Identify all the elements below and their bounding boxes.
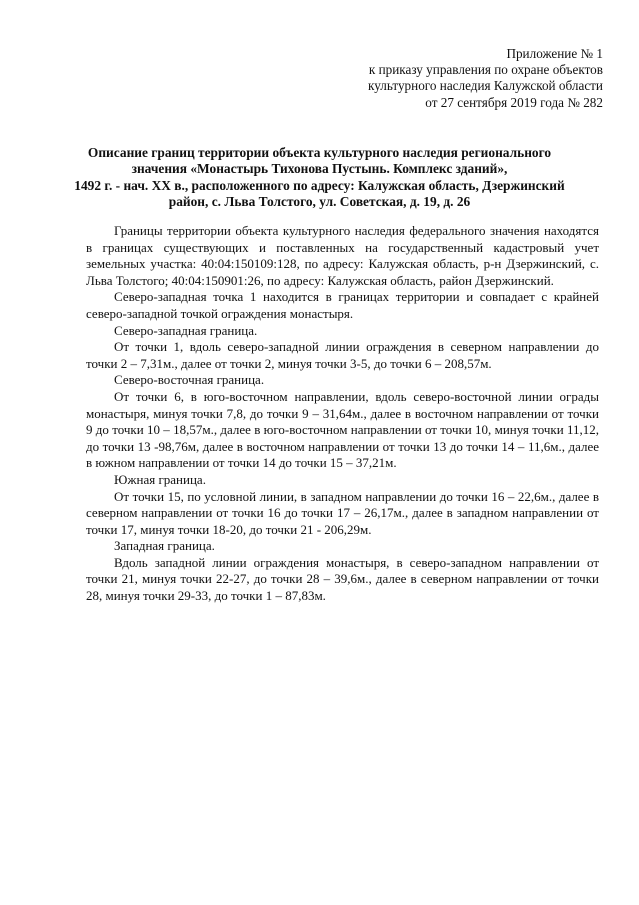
title-line-1: Описание границ территории объекта культурного наследия регионального xyxy=(87,145,552,160)
title-line-4: район, с. Льва Толстого, ул. Советская, д. 19, д. 26 xyxy=(168,194,471,210)
title-line-3: 1492 г. - нач. XX в., расположенного по адресу: Калужская область, Дзержинский xyxy=(74,177,565,193)
paragraph-south-border: От точки 15, по условной линии, в западном направлении до точки 16 – 22,6м., далее в северном направлении от точки 16 до точки 17 – 26,17м., далее в западном направлении от точки 17, минуя точки 18-20, до точки 21 - 206,29м. xyxy=(86,488,599,537)
paragraph-intro: Границы территории объекта культурного наследия федерального значения находятся в границах существующих и поставленных на государственный кадастровый учет земельных участка: 40:04:150109:128, по адресу: Калужская область, р-н Дзержинский, с. Льва Толстого; 40:04:150901:26, по адресу: Калужская область, район Дзержинский. xyxy=(86,223,599,288)
document-title xyxy=(36,145,603,211)
appendix-line-3: культурного наследия Калужской области xyxy=(368,78,603,94)
heading-south-border: Южная граница. xyxy=(114,471,206,487)
paragraph-west-border: Вдоль западной линии ограждения монастыря, в северо-западном направлении от точки 21, минуя точки 22-27, до точки 28 – 39,6м., далее в северном направлении от точки 28, минуя точки 29-33, до точки 1 – 87,83м. xyxy=(86,554,599,604)
appendix-header xyxy=(368,46,603,111)
appendix-line-1: Приложение № 1 xyxy=(506,46,603,61)
paragraph-nw-point: Северо-западная точка 1 находится в границах территории и совпадает с крайней северо-западной точкой ограждения монастыря. xyxy=(86,289,599,321)
appendix-line-2: к приказу управления по охране объектов xyxy=(368,62,603,78)
heading-west-border: Западная граница. xyxy=(114,538,215,554)
appendix-line-4: от 27 сентября 2019 года № 282 xyxy=(425,94,603,110)
paragraph-ne-border: От точки 6, в юго-восточном направлении, вдоль северо-восточной линии ограды монастыря, минуя точки 7,8, до точки 9 – 31,64м., далее в восточном направлении от точки 9 до точки 10 – 18,57м., далее в юго-восточном направлении от точки 10, минуя точки 11,12, до точки 13 -98,76м, далее в восточном направлении от точки 13 до точки 14 – 11,6м., далее в южном направлении от точки 14 до точки 15 – 37,21м. xyxy=(86,388,599,471)
document-body xyxy=(86,223,599,605)
heading-ne-border: Северо-восточная граница. xyxy=(114,372,265,388)
title-line-2: значения «Монастырь Тихонова Пустынь. Комплекс зданий», xyxy=(131,161,508,177)
heading-nw-border: Северо-западная граница. xyxy=(114,322,258,338)
paragraph-nw-border: От точки 1, вдоль северо-западной линии ограждения в северном направлении до точки 2 – 7,31м., далее от точки 2, минуя точки 3-5, до точки 6 – 208,57м. xyxy=(86,339,599,371)
